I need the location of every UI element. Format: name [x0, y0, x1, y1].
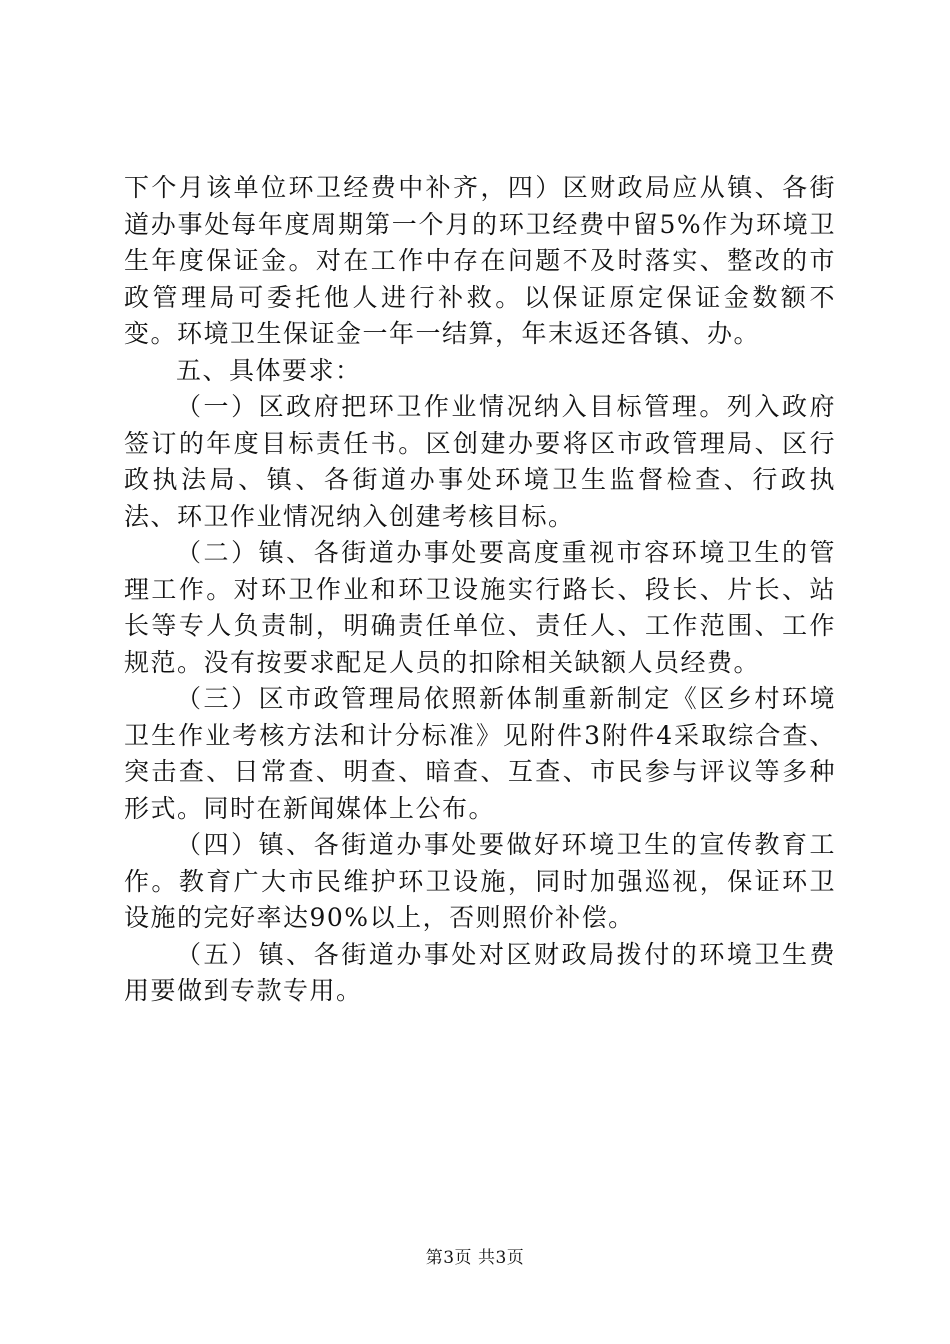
paragraph-item-4: （四）镇、各街道办事处要做好环境卫生的宣传教育工作。教育广大市民维护环卫设施，同时加强巡视，保证环卫设施的完好率达90%以上，否则照价补偿。	[124, 830, 836, 932]
paragraph-item-1: （一）区政府把环卫作业情况纳入目标管理。列入政府签订的年度目标责任书。区创建办要将区市政管理局、区行政执法局、镇、各街道办事处环境卫生监督检查、行政执法、环卫作业情况纳入创建考核目标。	[124, 392, 836, 531]
paragraph-continuation: 下个月该单位环卫经费中补齐，四）区财政局应从镇、各街道办事处每年度周期第一个月的环卫经费中留5%作为环境卫生年度保证金。对在工作中存在问题不及时落实、整改的市政管理局可委托他人进行补救。以保证原定保证金数额不变。环境卫生保证金一年一结算，年末返还各镇、办。	[124, 173, 836, 348]
paragraph-item-3: （三）区市政管理局依照新体制重新制定《区乡村环境卫生作业考核方法和计分标准》见附件3附件4采取综合查、突击查、日常查、明查、暗查、互查、市民参与评议等多种形式。同时在新闻媒体上公布。	[124, 684, 836, 823]
paragraph-item-2: （二）镇、各街道办事处要高度重视市容环境卫生的管理工作。对环卫作业和环卫设施实行路长、段长、片长、站长等专人负责制，明确责任单位、责任人、工作范围、工作规范。没有按要求配足人员的扣除相关缺额人员经费。	[124, 538, 836, 677]
document-body	[124, 170, 836, 1010]
paragraph-item-5: （五）镇、各街道办事处对区财政局拨付的环境卫生费用要做到专款专用。	[124, 939, 836, 1005]
page-number-footer: 第3页 共3页	[425, 1248, 525, 1268]
section-heading-requirements: 五、具体要求：	[176, 355, 362, 385]
